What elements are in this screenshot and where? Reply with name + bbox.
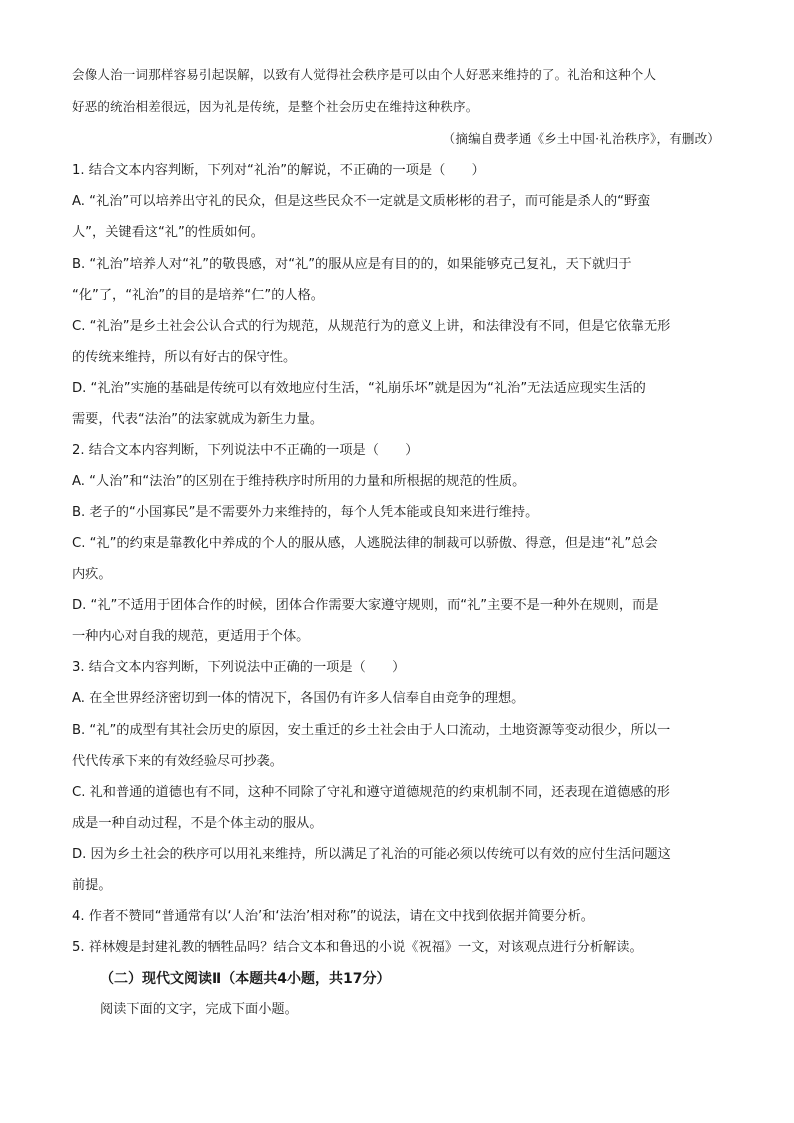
- q1-option-c-line2: 的传统来维持，所以有好古的保守性。: [72, 350, 297, 365]
- question-5-stem: 5. 祥林嫂是封建礼教的牺牲品吗？结合文本和鲁迅的小说《祝福》一文，对该观点进行分析解读。: [72, 940, 643, 955]
- q2-option-c-line2: 内疚。: [72, 567, 112, 582]
- question-2-stem: 2. 结合文本内容判断，下列说法中不正确的一项是（ ）: [72, 443, 419, 458]
- passage-line-2: 好恶的统治相差很远，因为礼是传统，是整个社会历史在维持这种秩序。: [72, 99, 479, 114]
- q3-option-d-line1: D. 因为乡土社会的秩序可以用礼来维持，所以满足了礼治的可能必须以传统可以有效的应付生活问题这: [72, 847, 671, 862]
- q1-option-c-line1: C. “礼治”是乡土社会公认合式的行为规范，从规范行为的意义上讲，和法律没有不同，但是它依靠无形: [72, 319, 671, 334]
- q2-option-d-line1: D. “礼”不适用于团体合作的时候，团体合作需要大家遵守规则，而“礼”主要不是一种外在规则，而是: [72, 598, 659, 613]
- q3-option-c-line1: C. 礼和普通的道德也有不同，这种不同除了守礼和遵守道德规范的约束机制不同，还表现在道德感的形: [72, 785, 670, 800]
- passage-source: （摘编自费孝通《乡土中国·礼治秩序》，有删改）: [442, 131, 720, 146]
- question-1-stem: 1. 结合文本内容判断，下列对“礼治”的解说，不正确的一项是（ ）: [72, 163, 485, 178]
- section-instruction: 阅读下面的文字，完成下面小题。: [100, 1002, 298, 1017]
- q2-option-d-line2: 一种内心对自我的规范，更适用于个体。: [72, 629, 310, 644]
- q3-option-a-line1: A. 在全世界经济密切到一体的情况下，各国仍有许多人信奉自由竞争的理想。: [72, 691, 525, 706]
- q3-option-b-line2: 代代传承下来的有效经验尽可抄袭。: [72, 754, 283, 769]
- question-4-stem: 4. 作者不赞同“普通常有以‘人治’和‘法治’相对称”的说法，请在文中找到依据并简要分析。: [72, 909, 594, 924]
- q1-option-a-line2: 人”，关键看这“礼”的性质如何。: [72, 225, 264, 240]
- question-3-stem: 3. 结合文本内容判断，下列说法中正确的一项是（ ）: [72, 660, 406, 675]
- q3-option-b-line1: B. “礼”的成型有其社会历史的原因，安土重迁的乡土社会由于人口流动，土地资源等变动很少，所以一: [72, 723, 671, 738]
- q2-option-a-line1: A. “人治”和“法治”的区别在于维持秩序时所用的力量和所根据的规范的性质。: [72, 474, 526, 489]
- q1-option-d-line1: D. “礼治”实施的基础是传统可以有效地应付生活，“礼崩乐坏”就是因为“礼治”无法适应现实生活的: [72, 381, 646, 396]
- q1-option-d-line2: 需要，代表“法治”的法家就成为新生力量。: [72, 412, 324, 427]
- q1-option-b-line2: “化”了，“礼治”的目的是培养“仁”的人格。: [72, 288, 324, 303]
- passage-line-1: 会像人治一词那样容易引起误解，以致有人觉得社会秩序是可以由个人好恶来维持的了。礼治和这种个人: [72, 67, 657, 82]
- q2-option-b-line1: B. 老子的“小国寡民”是不需要外力来维持的，每个人凭本能或良知来进行维持。: [72, 505, 539, 520]
- q1-option-a-line1: A. “礼治”可以培养出守礼的民众，但是这些民众不一定就是文质彬彬的君子，而可能是杀人的“野蛮: [72, 194, 651, 209]
- q2-option-c-line1: C. “礼”的约束是靠教化中养成的个人的服从感，人逃脱法律的制裁可以骄傲、得意，但是违“礼”总会: [72, 536, 658, 551]
- section-title: （二）现代文阅读Ⅱ（本题共4小题，共17分）: [100, 971, 391, 987]
- q1-option-b-line1: B. “礼治”培养人对“礼”的敬畏感，对“礼”的服从应是有目的的，如果能够克己复礼，天下就归于: [72, 257, 632, 272]
- q3-option-d-line2: 前提。: [72, 878, 112, 893]
- q3-option-c-line2: 成是一种自动过程，不是个体主动的服从。: [72, 816, 323, 831]
